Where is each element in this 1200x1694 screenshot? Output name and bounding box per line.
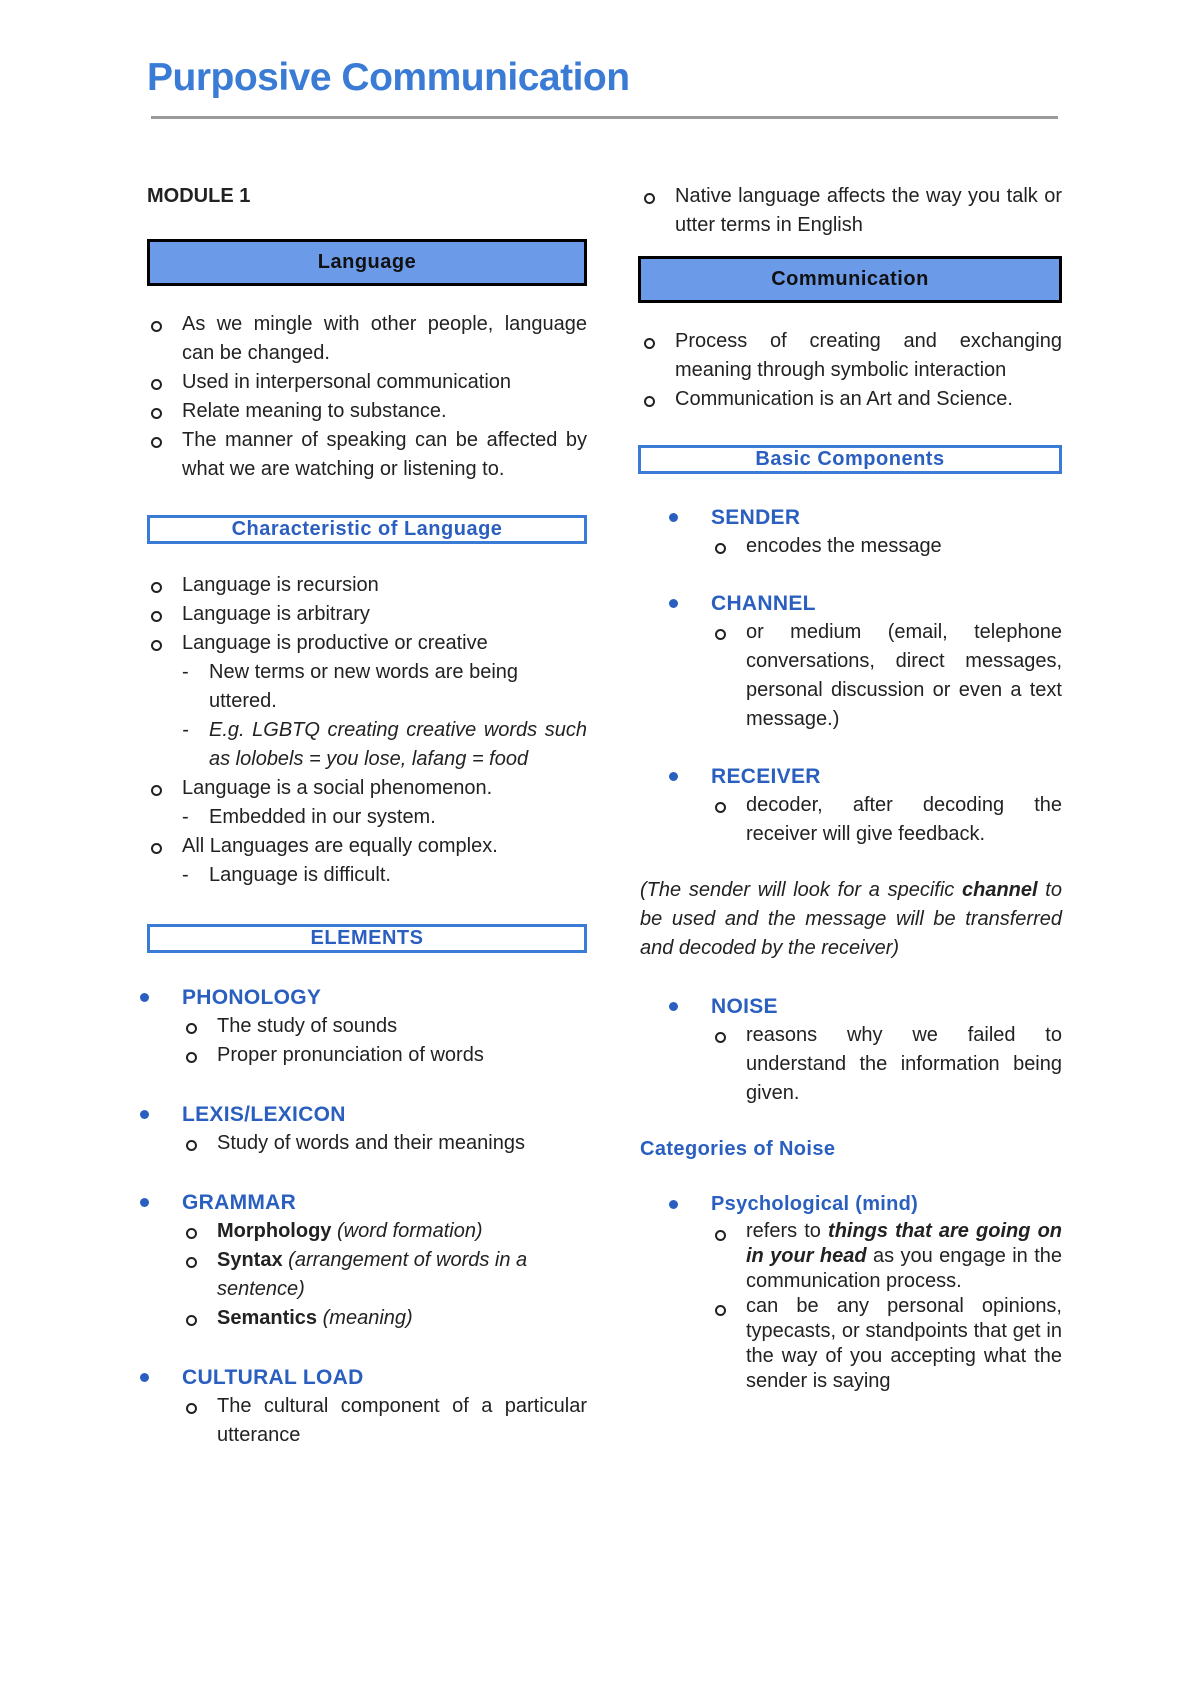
term-desc: (word formation) [337,1220,483,1242]
list-item: reasons why we failed to understand the information being given. [711,1021,1062,1108]
list-item: or medium (email, telephone conversations, direct messages, personal discussion or even a text message.) [711,618,1062,734]
sub-item: - Language is difficult. [209,861,587,890]
term: Morphology [217,1220,332,1242]
components-note [640,876,1062,963]
list-item [182,1246,587,1304]
communication-header: Communication [638,256,1062,303]
list-item: encodes the message [711,532,1062,561]
list-item: Native language affects the way you talk or utter terms in English [640,182,1062,240]
native-language-list [640,182,1062,240]
sender-list [711,532,1062,561]
sub-item-example: - E.g. LGBTQ creating creative words such as lolobels = you lose, lafang = food [209,716,587,774]
sub-item: - New terms or new words are being uttered. [209,658,587,716]
component-sender: SENDER [676,503,1062,532]
component-noise: NOISE [676,992,1062,1021]
list-item: Used in interpersonal communication [147,368,587,397]
item-emphasis: things that are going on in your head [746,1220,1063,1267]
term: Semantics [217,1307,318,1329]
term-desc: (arrangement of words in a sentence) [217,1249,528,1300]
list-item [147,629,587,774]
lexis-list [182,1129,587,1158]
note-text: to be used and the message will be transferred and decoded by the receiver) [640,879,1062,959]
title-divider [151,116,1058,119]
element-cultural-load: CULTURAL LOAD [147,1363,587,1392]
item-text: refers to [746,1220,829,1242]
basic-components-header: Basic Components [638,445,1062,474]
note-bold: channel [962,879,1038,901]
page-title: Purposive Communication [147,56,630,99]
sub-list [182,803,587,832]
list-item-text: All Languages are equally complex. [182,835,498,857]
grammar-list [182,1217,587,1333]
list-item: can be any personal opinions, typecasts, or standpoints that get in the way of you accepting what the sender is saying [711,1294,1062,1394]
list-item-text: Language is a social phenomenon. [182,777,493,799]
element-phonology: PHONOLOGY [147,983,587,1012]
sub-item: - Embedded in our system. [209,803,587,832]
term-desc: (meaning) [322,1307,413,1329]
communication-list [640,327,1062,414]
list-item [182,1217,587,1246]
list-item: Process of creating and exchanging meaning through symbolic interaction [640,327,1062,385]
note-text: (The sender will look for a specific [640,879,962,901]
receiver-list [711,791,1062,849]
noise-psychological: Psychological (mind) [676,1190,1062,1219]
list-item [182,1304,587,1333]
list-item: decoder, after decoding the receiver will give feedback. [711,791,1062,849]
item-text: as you engage in the communication process. [746,1245,1063,1292]
element-lexis: LEXIS/LEXICON [147,1100,587,1129]
list-item: Communication is an Art and Science. [640,385,1062,414]
list-item: Language is arbitrary [147,600,587,629]
language-header: Language [147,239,587,286]
categories-of-noise-heading: Categories of Noise [640,1138,836,1160]
list-item [147,832,587,890]
list-item: Study of words and their meanings [182,1129,587,1158]
phonology-list [182,1012,587,1070]
component-channel: CHANNEL [676,589,1062,618]
module-label: MODULE 1 [147,185,251,207]
list-item: The manner of speaking can be affected by what we are watching or listening to. [147,426,587,484]
language-list [147,310,587,484]
characteristics-list [147,571,587,890]
elements-header: ELEMENTS [147,924,587,953]
channel-list [711,618,1062,734]
element-grammar: GRAMMAR [147,1188,587,1217]
cultural-load-list [182,1392,587,1450]
list-item [711,1219,1062,1294]
list-item: The study of sounds [182,1012,587,1041]
list-item: Proper pronunciation of words [182,1041,587,1070]
term: Syntax [217,1249,283,1271]
list-item-text: Language is productive or creative [182,632,488,654]
sub-list [182,861,587,890]
list-item: The cultural component of a particular utterance [182,1392,587,1450]
sub-list [182,658,587,774]
list-item: Relate meaning to substance. [147,397,587,426]
noise-list [711,1021,1062,1108]
characteristics-header: Characteristic of Language [147,515,587,544]
list-item: Language is recursion [147,571,587,600]
psychological-list [711,1219,1062,1394]
component-receiver: RECEIVER [676,762,1062,791]
list-item: As we mingle with other people, language can be changed. [147,310,587,368]
list-item [147,774,587,832]
left-column [147,182,587,1450]
right-column [640,182,1062,1394]
